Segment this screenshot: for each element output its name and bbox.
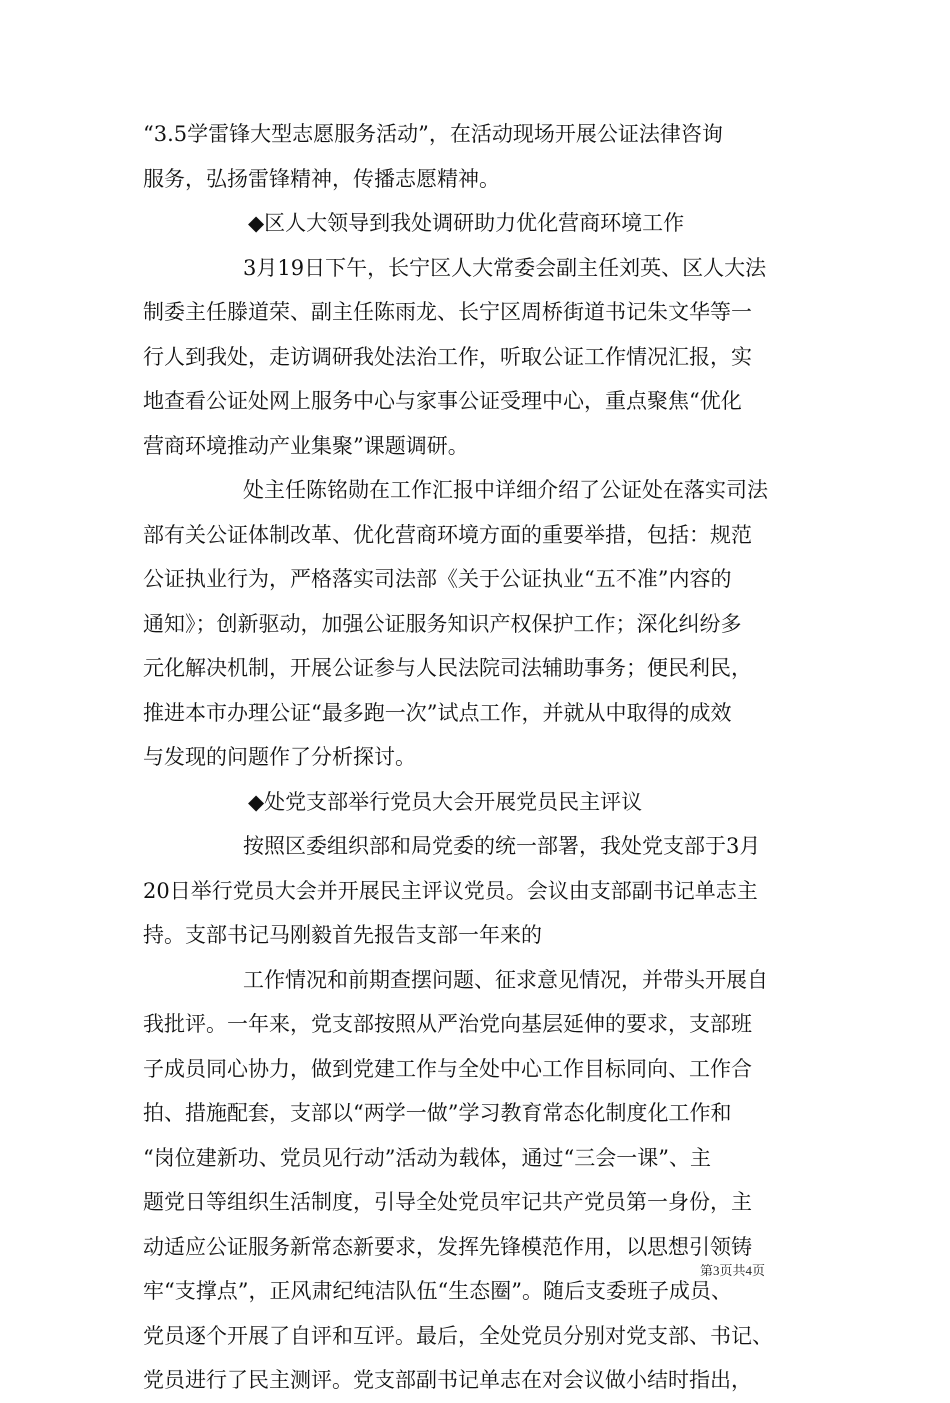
- section-heading: ◆区人大领导到我处调研助力优化营商环境工作: [248, 211, 685, 235]
- paragraph-first-line: 3月19日下午，长宁区人大常委会副主任刘英、区人大法: [243, 255, 767, 280]
- page-number-footer: 第3页共4页: [700, 1263, 766, 1278]
- text-line: 地查看公证处网上服务中心与家事公证受理中心，重点聚焦“优化: [143, 389, 742, 413]
- text-line: 通知》；创新驱动，加强公证服务知识产权保护工作；深化纠纷多: [143, 611, 742, 636]
- text-line: 拍、措施配套，支部以“两学一做”学习教育常态化制度化工作和: [143, 1101, 732, 1125]
- text-line: “岗位建新功、党员见行动”活动为载体，通过“三会一课”、主: [143, 1145, 711, 1170]
- text-line: 我批评。一年来，党支部按照从严治党向基层延伸的要求，支部班: [143, 1012, 752, 1036]
- text-line: 子成员同心协力，做到党建工作与全处中心工作目标同向、工作合: [143, 1056, 752, 1081]
- text-line: 党员逐个开展了自评和互评。最后，全处党员分别对党支部、书记、: [143, 1323, 773, 1348]
- text-line: 推进本市办理公证“最多跑一次”试点工作，并就从中取得的成效: [143, 700, 732, 725]
- paragraph-first-line: 工作情况和前期查摆问题、征求意见情况，并带头开展自: [243, 967, 768, 992]
- text-line: 服务，弘扬雷锋精神，传播志愿精神。: [143, 166, 500, 191]
- text-line: 与发现的问题作了分析探讨。: [143, 745, 416, 769]
- paragraph-first-line: 处主任陈铭勋在工作汇报中详细介绍了公证处在落实司法: [243, 478, 768, 502]
- text-line: 制委主任滕道荣、副主任陈雨龙、长宁区周桥街道书记朱文华等一: [143, 300, 752, 324]
- text-line: 持。支部书记马刚毅首先报告支部一年来的: [143, 923, 542, 947]
- text-line: 元化解决机制，开展公证参与人民法院司法辅助事务；便民利民，: [143, 656, 752, 680]
- text-line: 20日举行党员大会并开展民主评议党员。会议由支部副书记单志主: [143, 878, 758, 903]
- text-line: “3.5学雷锋大型志愿服务活动”，在活动现场开展公证法律咨询: [143, 122, 723, 146]
- paragraph-first-line: 按照区委组织部和局党委的统一部署，我处党支部于3月: [243, 834, 761, 858]
- text-line: 行人到我处，走访调研我处法治工作，听取公证工作情况汇报，实: [143, 344, 752, 369]
- text-line: 公证执业行为，严格落实司法部《关于公证执业“五不准”内容的: [143, 567, 732, 591]
- text-line: 题党日等组织生活制度，引导全处党员牢记共产党员第一身份，主: [143, 1190, 752, 1214]
- text-line: 党员进行了民主测评。党支部副书记单志在对会议做小结时指出，: [143, 1368, 752, 1392]
- text-line: 动适应公证服务新常态新要求，发挥先锋模范作用，以思想引领铸: [143, 1234, 752, 1259]
- text-line: 营商环境推动产业集聚”课题调研。: [143, 433, 469, 458]
- document-body: [143, 112, 811, 1403]
- section-heading: ◆处党支部举行党员大会开展党员民主评议: [248, 789, 643, 814]
- text-line: 部有关公证体制改革、优化营商环境方面的重要举措，包括：规范: [143, 522, 752, 547]
- text-line: 牢“支撑点”，正风肃纪纯洁队伍“生态圈”。随后支委班子成员、: [143, 1279, 732, 1303]
